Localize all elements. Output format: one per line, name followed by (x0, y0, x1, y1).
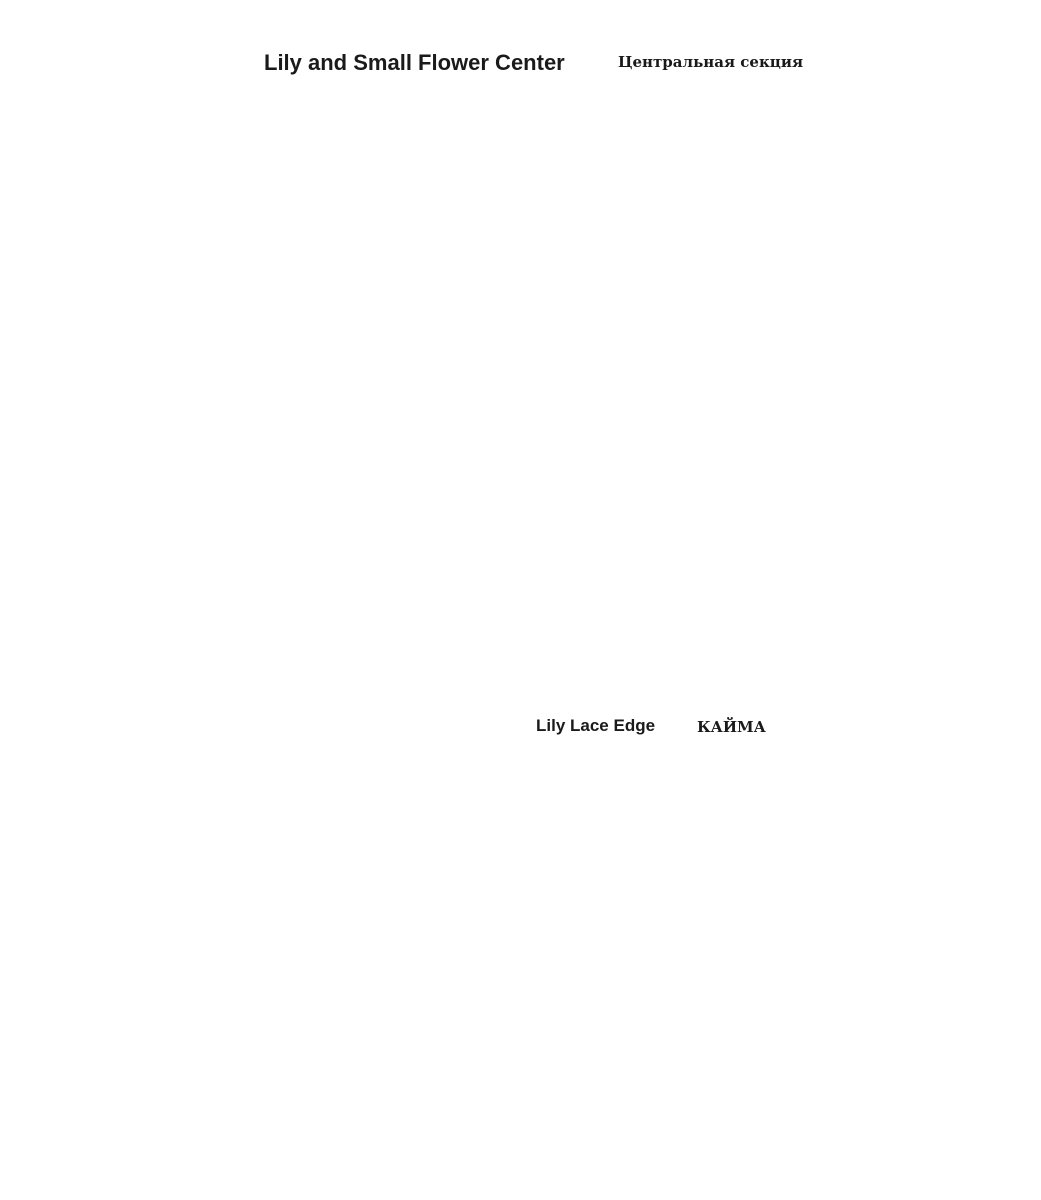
main-chart-title: Lily and Small Flower Center (264, 50, 565, 75)
edge-chart-title: Lily Lace Edge (536, 716, 656, 735)
edge-chart-title-ru: КАЙМА (697, 718, 766, 736)
main-chart-title-ru: Центральная секция (618, 53, 804, 71)
